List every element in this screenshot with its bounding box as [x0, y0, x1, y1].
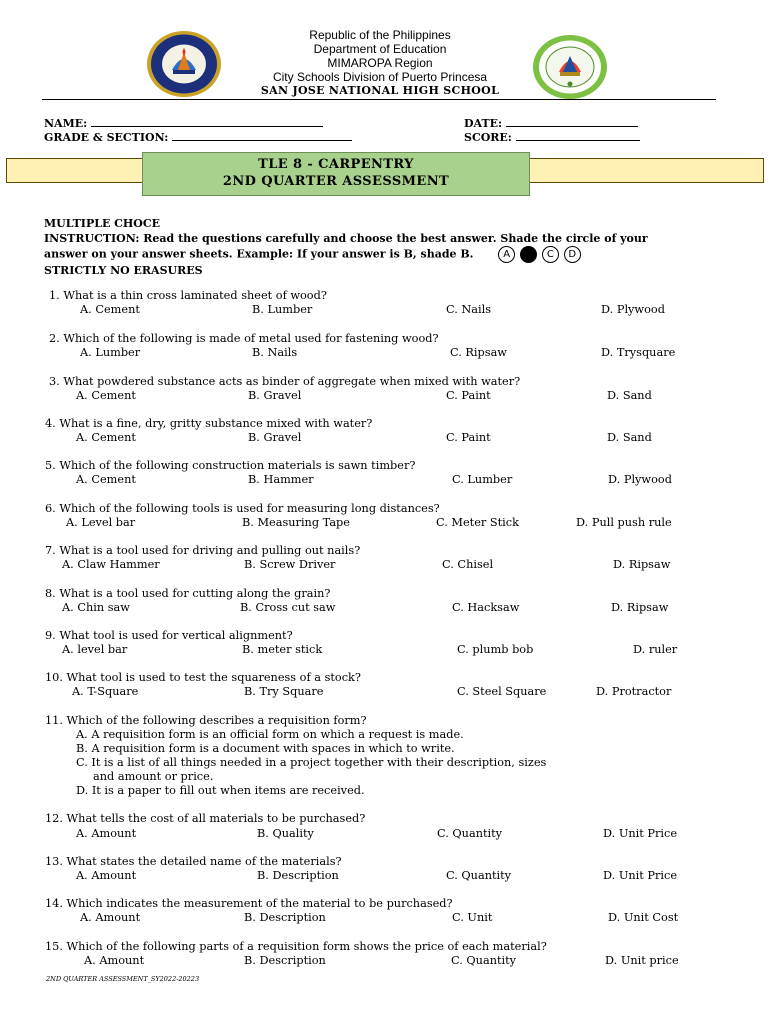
- q7-option-b[interactable]: B. Screw Driver: [244, 558, 336, 571]
- school-seal: [532, 34, 608, 100]
- question-15: 15. Which of the following parts of a requisition form shows the price of each material?: [45, 940, 547, 953]
- question-1: 1. What is a thin cross laminated sheet of wood?: [49, 289, 327, 302]
- title-assessment: 2ND QUARTER ASSESSMENT: [222, 174, 450, 189]
- question-4: 4. What is a fine, dry, gritty substance mixed with water?: [45, 417, 373, 430]
- instructions-line-2: answer on your answer sheets. Example: If your answer is B, shade B.: [44, 247, 474, 261]
- grade-section-blank[interactable]: [172, 130, 352, 141]
- q5-option-c[interactable]: C. Lumber: [452, 473, 513, 486]
- q7-option-d[interactable]: D. Ripsaw: [613, 558, 671, 571]
- instructions-heading: MULTIPLE CHOCE: [44, 217, 161, 230]
- header-republic: Republic of the Philippines: [309, 28, 451, 42]
- question-9: 9. What tool is used for vertical alignment?: [45, 629, 293, 642]
- q4-option-d[interactable]: D. Sand: [607, 431, 652, 444]
- date-field[interactable]: [464, 116, 638, 130]
- q1-option-d[interactable]: D. Plywood: [601, 303, 665, 316]
- question-11: 11. Which of the following describes a requisition form?: [45, 714, 367, 727]
- title-banner: [142, 152, 530, 196]
- q9-option-a[interactable]: A. level bar: [62, 643, 128, 656]
- q13-option-d[interactable]: D. Unit Price: [603, 869, 678, 882]
- header-block: [200, 28, 560, 98]
- q12-option-d[interactable]: D. Unit Price: [603, 827, 678, 840]
- q1-option-a[interactable]: A. Cement: [80, 303, 140, 316]
- grade-section-field[interactable]: [44, 130, 352, 144]
- q10-option-b[interactable]: B. Try Square: [244, 685, 324, 698]
- question-6: 6. Which of the following tools is used for measuring long distances?: [45, 502, 440, 515]
- q12-option-b[interactable]: B. Quality: [257, 827, 314, 840]
- example-circle-c: C: [542, 246, 559, 263]
- q10-option-a[interactable]: A. T-Square: [72, 685, 139, 698]
- q12-option-c[interactable]: C. Quantity: [437, 827, 503, 840]
- q4-option-b[interactable]: B. Gravel: [248, 431, 302, 444]
- q14-option-a[interactable]: A. Amount: [80, 911, 141, 924]
- instructions-block: [44, 216, 724, 278]
- q4-option-c[interactable]: C. Paint: [446, 431, 491, 444]
- name-field[interactable]: [44, 116, 323, 130]
- q8-option-d[interactable]: D. Ripsaw: [611, 601, 669, 614]
- question-13: 13. What states the detailed name of the materials?: [45, 855, 342, 868]
- q2-option-c[interactable]: C. Ripsaw: [450, 346, 507, 359]
- q14-option-c[interactable]: C. Unit: [452, 911, 493, 924]
- question-14: 14. Which indicates the measurement of the material to be purchased?: [45, 897, 453, 910]
- q6-option-b[interactable]: B. Measuring Tape: [242, 516, 350, 529]
- q10-option-d[interactable]: D. Protractor: [596, 685, 672, 698]
- example-circle-d: D: [564, 246, 581, 263]
- q3-option-a[interactable]: A. Cement: [76, 389, 136, 402]
- q13-option-c[interactable]: C. Quantity: [446, 869, 512, 882]
- question-7: 7. What is a tool used for driving and pulling out nails?: [45, 544, 361, 557]
- header-divider: [42, 99, 716, 100]
- q7-option-c[interactable]: C. Chisel: [442, 558, 494, 571]
- page-footer: 2ND QUARTER ASSESSMENT_SY2022-20223: [46, 975, 200, 983]
- question-10: 10. What tool is used to test the squareness of a stock?: [45, 671, 361, 684]
- example-circle-a: A: [498, 246, 515, 263]
- title-subject: TLE 8 - CARPENTRY: [258, 157, 414, 172]
- q1-option-b[interactable]: B. Lumber: [252, 303, 313, 316]
- q13-option-b[interactable]: B. Description: [257, 869, 339, 882]
- q10-option-c[interactable]: C. Steel Square: [457, 685, 547, 698]
- header-department: Department of Education: [313, 42, 447, 56]
- q11-option-c[interactable]: C. It is a list of all things needed in a project together with their description, sizes: [76, 756, 547, 769]
- q11-option-d[interactable]: D. It is a paper to fill out when items are received.: [76, 784, 365, 797]
- q14-option-b[interactable]: B. Description: [244, 911, 326, 924]
- q2-option-b[interactable]: B. Nails: [252, 346, 298, 359]
- q8-option-b[interactable]: B. Cross cut saw: [240, 601, 336, 614]
- grade-section-label: GRADE & SECTION:: [44, 131, 169, 144]
- q13-option-a[interactable]: A. Amount: [76, 869, 137, 882]
- question-8: 8. What is a tool used for cutting along the grain?: [45, 587, 331, 600]
- q11-option-a[interactable]: A. A requisition form is an official form on which a request is made.: [76, 728, 464, 741]
- q8-option-a[interactable]: A. Chin saw: [62, 601, 130, 614]
- date-blank[interactable]: [506, 116, 638, 127]
- instructions-line-2-row: [44, 246, 724, 263]
- question-2: 2. Which of the following is made of metal used for fastening wood?: [49, 332, 439, 345]
- q9-option-b[interactable]: B. meter stick: [242, 643, 323, 656]
- q2-option-a[interactable]: A. Lumber: [80, 346, 141, 359]
- q14-option-d[interactable]: D. Unit Cost: [608, 911, 679, 924]
- q5-option-d[interactable]: D. Plywood: [608, 473, 672, 486]
- example-circle-b-shaded: [520, 246, 537, 263]
- q3-option-b[interactable]: B. Gravel: [248, 389, 302, 402]
- q2-option-d[interactable]: D. Trysquare: [601, 346, 676, 359]
- q15-option-b[interactable]: B. Description: [244, 954, 326, 967]
- question-12: 12. What tells the cost of all materials to be purchased?: [45, 812, 366, 825]
- header-region: MIMAROPA Region: [327, 56, 433, 70]
- q9-option-c[interactable]: C. plumb bob: [457, 643, 534, 656]
- q5-option-b[interactable]: B. Hammer: [248, 473, 314, 486]
- q3-option-c[interactable]: C. Paint: [446, 389, 491, 402]
- question-3: 3. What powdered substance acts as binder of aggregate when mixed with water?: [49, 375, 521, 388]
- q5-option-a[interactable]: A. Cement: [76, 473, 136, 486]
- name-label: NAME:: [44, 117, 88, 130]
- score-field[interactable]: [464, 130, 640, 144]
- q4-option-a[interactable]: A. Cement: [76, 431, 136, 444]
- q8-option-c[interactable]: C. Hacksaw: [452, 601, 520, 614]
- q11-option-b[interactable]: B. A requisition form is a document with spaces in which to write.: [76, 742, 455, 755]
- header-division: City Schools Division of Puerto Princesa: [272, 70, 488, 84]
- score-blank[interactable]: [516, 130, 640, 141]
- q15-option-a[interactable]: A. Amount: [84, 954, 145, 967]
- q1-option-c[interactable]: C. Nails: [446, 303, 492, 316]
- q15-option-c[interactable]: C. Quantity: [451, 954, 517, 967]
- q11-option-c-continued: and amount or price.: [93, 770, 214, 783]
- question-5: 5. Which of the following construction materials is sawn timber?: [45, 459, 416, 472]
- q9-option-d[interactable]: D. ruler: [633, 643, 678, 656]
- q6-option-a[interactable]: A. Level bar: [66, 516, 136, 529]
- q12-option-a[interactable]: A. Amount: [76, 827, 137, 840]
- date-label: DATE:: [464, 117, 503, 130]
- q6-option-d[interactable]: D. Pull push rule: [576, 516, 672, 529]
- name-blank[interactable]: [91, 116, 323, 127]
- q7-option-a[interactable]: A. Claw Hammer: [62, 558, 160, 571]
- q3-option-d[interactable]: D. Sand: [607, 389, 652, 402]
- q6-option-c[interactable]: C. Meter Stick: [436, 516, 519, 529]
- instructions-line-3: STRICTLY NO ERASURES: [44, 264, 203, 277]
- header-school-name: SAN JOSE NATIONAL HIGH SCHOOL: [260, 84, 500, 97]
- instructions-line-1: INSTRUCTION: Read the questions carefully and choose the best answer. Shade the circle of your: [44, 232, 648, 245]
- score-label: SCORE:: [464, 131, 512, 144]
- q15-option-d[interactable]: D. Unit price: [605, 954, 679, 967]
